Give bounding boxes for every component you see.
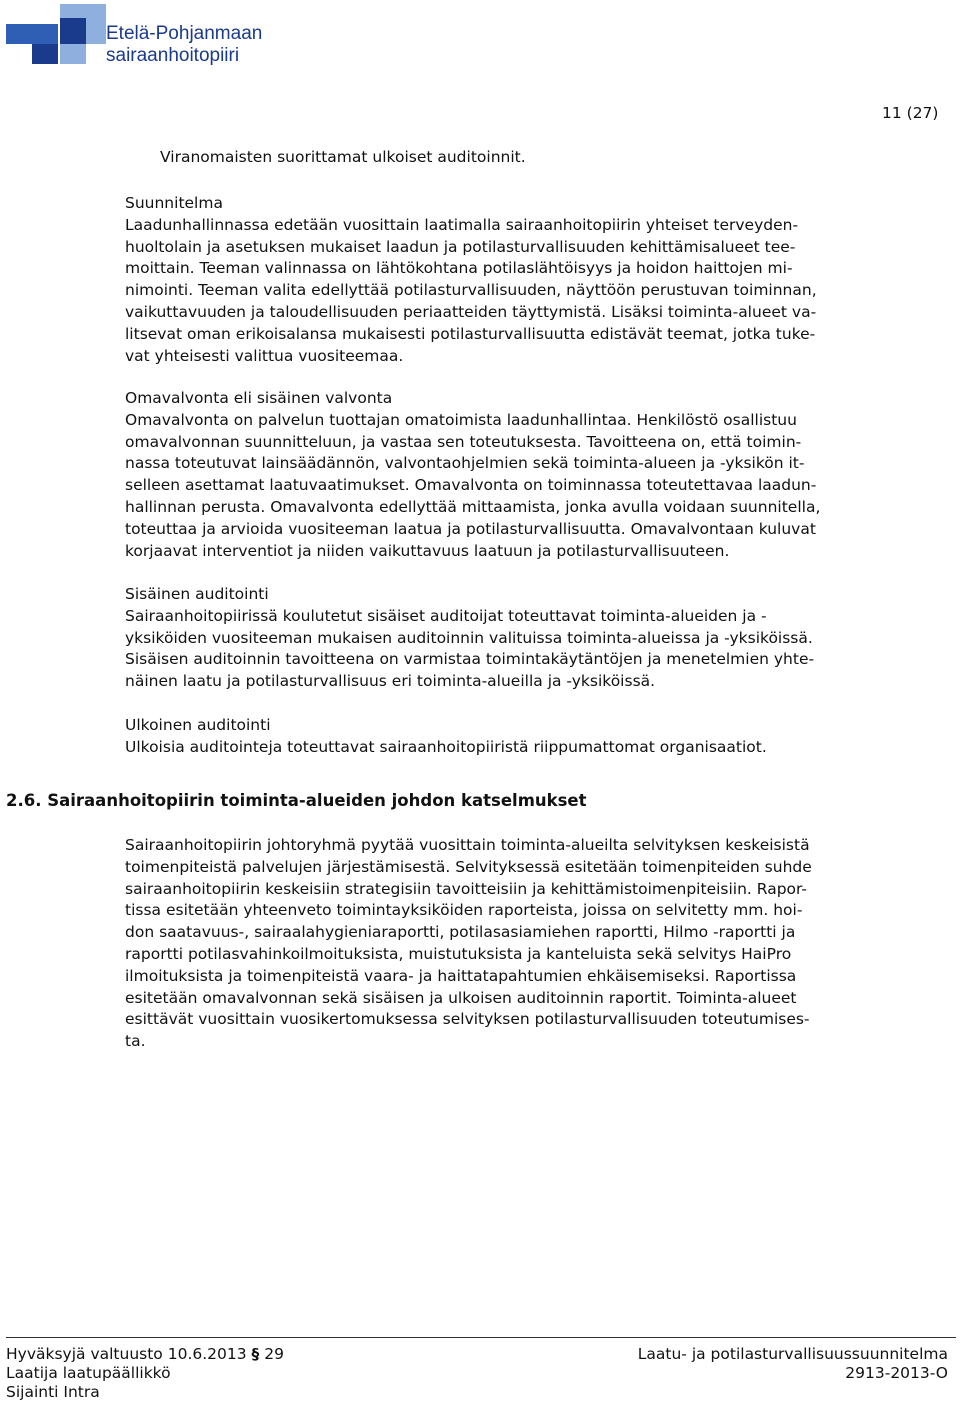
text-line: korjaavat interventiot ja niiden vaikuttavuus laatuun ja potilasturvallisuuteen. [125, 541, 730, 560]
footer-author: Laatija laatupäällikkö [6, 1364, 171, 1382]
text-line: huoltolain ja asetuksen mukaiset laadun ja potilasturvallisuuden kehittämisalueet tee- [125, 237, 796, 256]
text-line: litsevat oman erikoisalansa mukaisesti potilasturvallisuutta edistävät teemat, jotka tuke- [125, 324, 816, 343]
footer-right [638, 1345, 948, 1383]
footer-approved-number: 29 [264, 1345, 284, 1363]
text-line: sairaanhoitopiirin keskeisiin strategisiin tavoitteisiin ja kehittämistoimenpiteisiin. Rapor- [125, 879, 807, 898]
text-line: ta. [125, 1032, 146, 1051]
text-line: hallinnan perusta. Omavalvonta edellyttää mittaamista, jonka avulla voidaan suunnitella, [125, 497, 821, 516]
logo-line-2: sairaanhoitopiiri [106, 45, 240, 66]
text-line: Sairaanhoitopiirin johtoryhmä pyytää vuosittain toiminta-alueilta selvityksen keskeisistä [125, 836, 810, 854]
section-ulkoinen-auditointi [125, 715, 925, 759]
text-line: nassa toteutuvat lainsäädännön, valvontaohjelmien sekä toiminta-alueen ja -yksikön it- [125, 454, 805, 473]
text-line: selleen asettamat laatuvaatimukset. Omavalvonta on toiminnassa toteutettavaa laadun- [125, 476, 817, 495]
section-suunnitelma [125, 193, 925, 367]
footer-location: Sijainti Intra [6, 1383, 100, 1401]
text-line: vat yhteisesti valittua vuositeemaa. [125, 346, 404, 365]
section-sisainen-auditointi [125, 584, 925, 693]
text-line: Sisäisen auditoinnin tavoitteena on varmistaa toimintakäytäntöjen ja menetelmien yhte- [125, 650, 815, 669]
section-heading-2-6: 2.6. Sairaanhoitopiirin toiminta-alueiden johdon katselmukset [6, 791, 587, 810]
section-title: Suunnitelma [125, 194, 223, 212]
text-line: Omavalvonta on palvelun tuottajan omatoimista laadunhallintaa. Henkilöstö osallistuu [125, 410, 797, 429]
footer-doc-title: Laatu- ja potilasturvallisuussuunnitelma [637, 1345, 948, 1363]
text-line: Sairaanhoitopiirissä koulutetut sisäiset auditoijat toteuttavat toiminta-alueiden ja - [125, 606, 767, 625]
text-line: Laadunhallinnassa edetään vuosittain laatimalla sairaanhoitopiirin yhteiset terveyden- [125, 215, 799, 234]
text-line: moittain. Teeman valinnassa on lähtökohtana potilaslähtöisyys ja hoidon haittojen mi- [125, 259, 793, 278]
logo-line-1: Etelä-Pohjanmaan [106, 23, 263, 44]
footer-divider [6, 1337, 956, 1338]
organization-logo [6, 4, 316, 68]
footer-approved: Hyväksyjä valtuusto 10.6.2013 [6, 1345, 247, 1363]
section-title: Sisäinen auditointi [125, 585, 269, 603]
text-line: yksiköiden vuositeeman mukaisen auditoinnin valituissa toiminta-alueissa ja -yksiköissä. [125, 628, 813, 647]
section-sign: § [251, 1345, 260, 1363]
footer-approved-line [6, 1345, 284, 1364]
text-line: esitetään omavalvonnan sekä sisäisen ja ulkoisen auditoinnin raportit. Toiminta-alueet [125, 988, 797, 1007]
text-line: ilmoituksista ja toimenpiteistä vaara- ja haittatapahtumien ehkäisemiseksi. Raportissa [125, 966, 797, 985]
footer-left [6, 1345, 284, 1402]
intro-line: Viranomaisten suorittamat ulkoiset auditoinnit. [160, 148, 526, 166]
text-line: omavalvonnan suunnitteluun, ja vastaa sen toteutuksesta. Tavoitteena on, että toimin- [125, 432, 802, 451]
text-line: toteuttaa ja arvioida vuositeeman laatua ja potilasturvallisuutta. Omavalvontaan kuluvat [125, 519, 816, 538]
page-number: 11 (27) [882, 104, 939, 122]
logo-text [106, 23, 262, 67]
text-line: vaikuttavuuden ja taloudellisuuden periaatteiden täyttymistä. Lisäksi toiminta-alueet va- [125, 302, 817, 321]
text-line: esittävät vuosittain vuosikertomuksessa selvityksen potilasturvallisuuden toteutumises- [125, 1010, 810, 1029]
text-line: raportti potilasvahinkoilmoituksista, muistutuksista ja kanteluista sekä selvitys HaiPro [125, 944, 792, 963]
section-omavalvonta [125, 388, 925, 562]
text-line: toimenpiteistä palvelujen järjestämisestä. Selvityksessä esitetään toimenpiteiden suhde [125, 857, 812, 876]
text-line: tissa esitetään yhteenveto toimintayksiköiden raporteista, joissa on selvitetty mm. hoi- [125, 901, 803, 920]
text-line: don saatavuus-, sairaalahygieniaraportti, potilasasiamiehen raportti, Hilmo -raportti ja [125, 923, 796, 942]
footer-doc-code: 2913-2013-O [845, 1364, 948, 1382]
section-title: Omavalvonta eli sisäinen valvonta [125, 389, 393, 407]
logo-mark-icon [6, 4, 106, 68]
text-line: Ulkoisia auditointeja toteuttavat sairaanhoitopiiristä riippumattomat organisaatiot. [125, 737, 767, 756]
text-line: näinen laatu ja potilasturvallisuus eri toiminta-alueilla ja -yksiköissä. [125, 672, 656, 691]
section-title: Ulkoinen auditointi [125, 716, 271, 734]
section-johdon-katselmukset [125, 835, 925, 1053]
text-line: nimointi. Teeman valita edellyttää potilasturvallisuuden, näyttöön perustuvan toiminnan, [125, 281, 817, 300]
